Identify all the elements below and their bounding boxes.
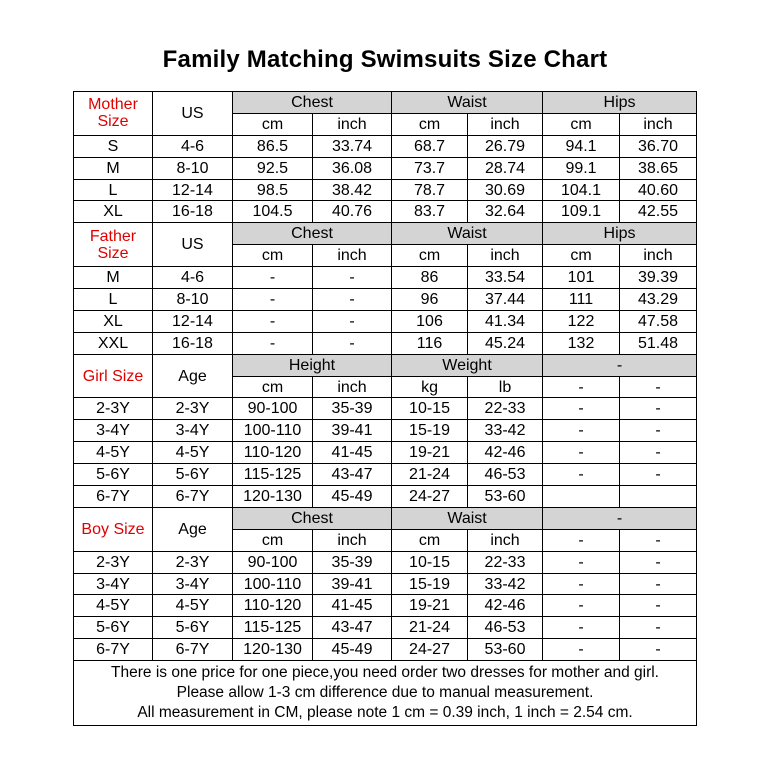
- table-cell: -: [313, 267, 392, 289]
- table-cell: 110-120: [233, 595, 313, 617]
- table-cell: 46-53: [468, 464, 543, 486]
- table-row: [74, 267, 697, 289]
- table-cell: -: [620, 398, 697, 420]
- table-cell: 8-10: [153, 157, 233, 179]
- table-cell: 5-6Y: [153, 617, 233, 639]
- table-row: [74, 289, 697, 311]
- table-cell: 78.7: [392, 179, 468, 201]
- table-row: [74, 486, 697, 508]
- boy-group-header: -: [543, 507, 697, 529]
- girl-unit-header: -: [543, 376, 620, 398]
- table-cell: 94.1: [543, 135, 620, 157]
- table-row: [74, 310, 697, 332]
- mother-unit-header: cm: [392, 113, 468, 135]
- table-cell: 42-46: [468, 442, 543, 464]
- table-cell: 39.39: [620, 267, 697, 289]
- table-row: [74, 332, 697, 354]
- table-cell: -: [233, 289, 313, 311]
- table-cell: 6-7Y: [153, 486, 233, 508]
- mother-group-header: Hips: [543, 92, 697, 114]
- table-cell: 36.08: [313, 157, 392, 179]
- table-cell: [543, 486, 620, 508]
- mother-group-header: Waist: [392, 92, 543, 114]
- table-cell: 5-6Y: [74, 617, 153, 639]
- table-cell: 43-47: [313, 464, 392, 486]
- table-cell: 22-33: [468, 398, 543, 420]
- note-line: All measurement in CM, please note 1 cm = 0.39 inch, 1 inch = 2.54 cm.: [137, 704, 633, 722]
- table-cell: 115-125: [233, 464, 313, 486]
- mother-unit-header: inch: [620, 113, 697, 135]
- table-cell: 4-6: [153, 135, 233, 157]
- table-cell: XL: [74, 310, 153, 332]
- table-cell: 46-53: [468, 617, 543, 639]
- table-cell: 53-60: [468, 486, 543, 508]
- table-cell: M: [74, 157, 153, 179]
- table-cell: -: [543, 464, 620, 486]
- table-cell: -: [233, 332, 313, 354]
- table-cell: 43-47: [313, 617, 392, 639]
- table-cell: 15-19: [392, 420, 468, 442]
- table-cell: 36.70: [620, 135, 697, 157]
- girl-group-header: Weight: [392, 354, 543, 376]
- father-unit-header: cm: [233, 245, 313, 267]
- girl-unit-header: -: [620, 376, 697, 398]
- table-cell: 4-5Y: [74, 442, 153, 464]
- boy-age-label: Age: [153, 507, 233, 551]
- table-cell: -: [620, 595, 697, 617]
- table-row: [74, 179, 697, 201]
- page-title: Family Matching Swimsuits Size Chart: [162, 46, 608, 73]
- table-cell: 42.55: [620, 201, 697, 223]
- table-cell: 111: [543, 289, 620, 311]
- mother-size-label: Mother Size: [74, 92, 153, 136]
- table-cell: 39-41: [313, 420, 392, 442]
- table-cell: XL: [74, 201, 153, 223]
- table-cell: 47.58: [620, 310, 697, 332]
- table-cell: 43.29: [620, 289, 697, 311]
- father-unit-header: cm: [543, 245, 620, 267]
- table-cell: -: [233, 310, 313, 332]
- father-group-header: Chest: [233, 223, 392, 245]
- table-cell: 90-100: [233, 551, 313, 573]
- table-cell: 2-3Y: [153, 551, 233, 573]
- mother-unit-header: cm: [233, 113, 313, 135]
- table-cell: -: [543, 573, 620, 595]
- table-cell: -: [543, 595, 620, 617]
- table-cell: 2-3Y: [74, 551, 153, 573]
- boy-unit-header: inch: [313, 529, 392, 551]
- table-cell: 45.24: [468, 332, 543, 354]
- table-cell: 6-7Y: [74, 639, 153, 661]
- table-cell: 101: [543, 267, 620, 289]
- table-cell: 116: [392, 332, 468, 354]
- table-cell: 100-110: [233, 420, 313, 442]
- table-cell: -: [543, 420, 620, 442]
- table-cell: 10-15: [392, 551, 468, 573]
- mother-unit-header: inch: [468, 113, 543, 135]
- table-cell: 110-120: [233, 442, 313, 464]
- table-cell: 33-42: [468, 420, 543, 442]
- table-cell: 26.79: [468, 135, 543, 157]
- table-row: [74, 442, 697, 464]
- boy-unit-header: cm: [392, 529, 468, 551]
- mother-group-header: Chest: [233, 92, 392, 114]
- boy-unit-header: -: [543, 529, 620, 551]
- table-cell: -: [620, 551, 697, 573]
- table-cell: 73.7: [392, 157, 468, 179]
- girl-age-label: Age: [153, 354, 233, 398]
- table-cell: 3-4Y: [153, 573, 233, 595]
- mother-header-row: [74, 92, 697, 114]
- table-cell: 24-27: [392, 639, 468, 661]
- table-cell: -: [543, 442, 620, 464]
- table-cell: [620, 486, 697, 508]
- table-cell: -: [313, 289, 392, 311]
- table-cell: -: [620, 420, 697, 442]
- girl-unit-header: inch: [313, 376, 392, 398]
- girl-group-header: -: [543, 354, 697, 376]
- table-cell: 38.65: [620, 157, 697, 179]
- table-cell: 19-21: [392, 442, 468, 464]
- table-row: [74, 420, 697, 442]
- table-cell: 8-10: [153, 289, 233, 311]
- size-chart-table: [73, 91, 697, 726]
- table-cell: -: [313, 332, 392, 354]
- table-cell: 104.5: [233, 201, 313, 223]
- table-cell: 53-60: [468, 639, 543, 661]
- table-cell: 16-18: [153, 201, 233, 223]
- table-cell: 4-5Y: [153, 442, 233, 464]
- table-cell: 96: [392, 289, 468, 311]
- table-cell: L: [74, 179, 153, 201]
- father-unit-header: cm: [392, 245, 468, 267]
- mother-unit-header: cm: [543, 113, 620, 135]
- table-cell: 5-6Y: [74, 464, 153, 486]
- size-chart-body: [74, 92, 697, 726]
- notes-cell: [74, 661, 697, 726]
- girl-unit-header: kg: [392, 376, 468, 398]
- table-cell: 10-15: [392, 398, 468, 420]
- table-row: [74, 573, 697, 595]
- note-line: Please allow 1-3 cm difference due to manual measurement.: [176, 684, 594, 702]
- table-cell: 33.74: [313, 135, 392, 157]
- table-cell: 45-49: [313, 486, 392, 508]
- girl-unit-header: cm: [233, 376, 313, 398]
- table-cell: 106: [392, 310, 468, 332]
- table-row: [74, 464, 697, 486]
- table-cell: 30.69: [468, 179, 543, 201]
- table-row: [74, 639, 697, 661]
- mother-us-label: US: [153, 92, 233, 136]
- girl-header-row: [74, 354, 697, 376]
- girl-unit-header: lb: [468, 376, 543, 398]
- father-us-label: US: [153, 223, 233, 267]
- table-cell: -: [543, 639, 620, 661]
- table-cell: 40.76: [313, 201, 392, 223]
- boy-unit-header: -: [620, 529, 697, 551]
- table-cell: 2-3Y: [74, 398, 153, 420]
- father-unit-header: inch: [313, 245, 392, 267]
- table-row: [74, 551, 697, 573]
- table-cell: -: [620, 573, 697, 595]
- table-cell: -: [620, 639, 697, 661]
- table-cell: 24-27: [392, 486, 468, 508]
- table-cell: 68.7: [392, 135, 468, 157]
- table-cell: 15-19: [392, 573, 468, 595]
- table-cell: 16-18: [153, 332, 233, 354]
- table-cell: 4-5Y: [74, 595, 153, 617]
- table-cell: 41.34: [468, 310, 543, 332]
- table-cell: 32.64: [468, 201, 543, 223]
- table-cell: 41-45: [313, 595, 392, 617]
- table-cell: 45-49: [313, 639, 392, 661]
- table-cell: 3-4Y: [153, 420, 233, 442]
- table-cell: -: [620, 464, 697, 486]
- table-cell: 83.7: [392, 201, 468, 223]
- table-cell: XXL: [74, 332, 153, 354]
- boy-unit-header: cm: [233, 529, 313, 551]
- table-cell: 115-125: [233, 617, 313, 639]
- table-cell: 5-6Y: [153, 464, 233, 486]
- table-cell: -: [620, 442, 697, 464]
- table-cell: 90-100: [233, 398, 313, 420]
- table-row: [74, 595, 697, 617]
- girl-size-label: Girl Size: [74, 354, 153, 398]
- table-cell: 2-3Y: [153, 398, 233, 420]
- table-cell: -: [313, 310, 392, 332]
- table-cell: 19-21: [392, 595, 468, 617]
- table-cell: 4-6: [153, 267, 233, 289]
- table-row: [74, 398, 697, 420]
- boy-group-header: Chest: [233, 507, 392, 529]
- boy-unit-header: inch: [468, 529, 543, 551]
- table-cell: 35-39: [313, 551, 392, 573]
- table-cell: M: [74, 267, 153, 289]
- table-cell: 99.1: [543, 157, 620, 179]
- table-cell: 12-14: [153, 310, 233, 332]
- mother-unit-header: inch: [313, 113, 392, 135]
- table-cell: S: [74, 135, 153, 157]
- girl-group-header: Height: [233, 354, 392, 376]
- table-cell: 120-130: [233, 639, 313, 661]
- father-size-label: Father Size: [74, 223, 153, 267]
- table-cell: 28.74: [468, 157, 543, 179]
- table-cell: -: [233, 267, 313, 289]
- table-cell: 100-110: [233, 573, 313, 595]
- table-cell: 109.1: [543, 201, 620, 223]
- table-cell: -: [620, 617, 697, 639]
- table-cell: 41-45: [313, 442, 392, 464]
- table-cell: 86: [392, 267, 468, 289]
- table-cell: 21-24: [392, 617, 468, 639]
- table-cell: 104.1: [543, 179, 620, 201]
- table-cell: 4-5Y: [153, 595, 233, 617]
- father-group-header: Waist: [392, 223, 543, 245]
- table-cell: 86.5: [233, 135, 313, 157]
- table-cell: 37.44: [468, 289, 543, 311]
- father-group-header: Hips: [543, 223, 697, 245]
- table-cell: 42-46: [468, 595, 543, 617]
- table-cell: 6-7Y: [74, 486, 153, 508]
- table-cell: 98.5: [233, 179, 313, 201]
- table-row: [74, 135, 697, 157]
- table-cell: 6-7Y: [153, 639, 233, 661]
- note-line: There is one price for one piece,you need order two dresses for mother and girl.: [111, 664, 659, 682]
- table-cell: 92.5: [233, 157, 313, 179]
- table-cell: 35-39: [313, 398, 392, 420]
- notes-row: [74, 661, 697, 726]
- table-cell: -: [543, 551, 620, 573]
- boy-header-row: [74, 507, 697, 529]
- table-cell: 38.42: [313, 179, 392, 201]
- table-cell: 22-33: [468, 551, 543, 573]
- table-cell: 33.54: [468, 267, 543, 289]
- father-unit-header: inch: [620, 245, 697, 267]
- table-cell: 51.48: [620, 332, 697, 354]
- table-cell: 40.60: [620, 179, 697, 201]
- table-cell: 132: [543, 332, 620, 354]
- table-row: [74, 201, 697, 223]
- table-cell: 21-24: [392, 464, 468, 486]
- table-cell: -: [543, 398, 620, 420]
- boy-size-label: Boy Size: [74, 507, 153, 551]
- boy-group-header: Waist: [392, 507, 543, 529]
- father-unit-header: inch: [468, 245, 543, 267]
- table-cell: 39-41: [313, 573, 392, 595]
- table-cell: 120-130: [233, 486, 313, 508]
- table-cell: 12-14: [153, 179, 233, 201]
- table-cell: -: [543, 617, 620, 639]
- table-cell: L: [74, 289, 153, 311]
- table-cell: 122: [543, 310, 620, 332]
- table-row: [74, 157, 697, 179]
- table-cell: 33-42: [468, 573, 543, 595]
- table-cell: 3-4Y: [74, 573, 153, 595]
- table-row: [74, 617, 697, 639]
- father-header-row: [74, 223, 697, 245]
- table-cell: 3-4Y: [74, 420, 153, 442]
